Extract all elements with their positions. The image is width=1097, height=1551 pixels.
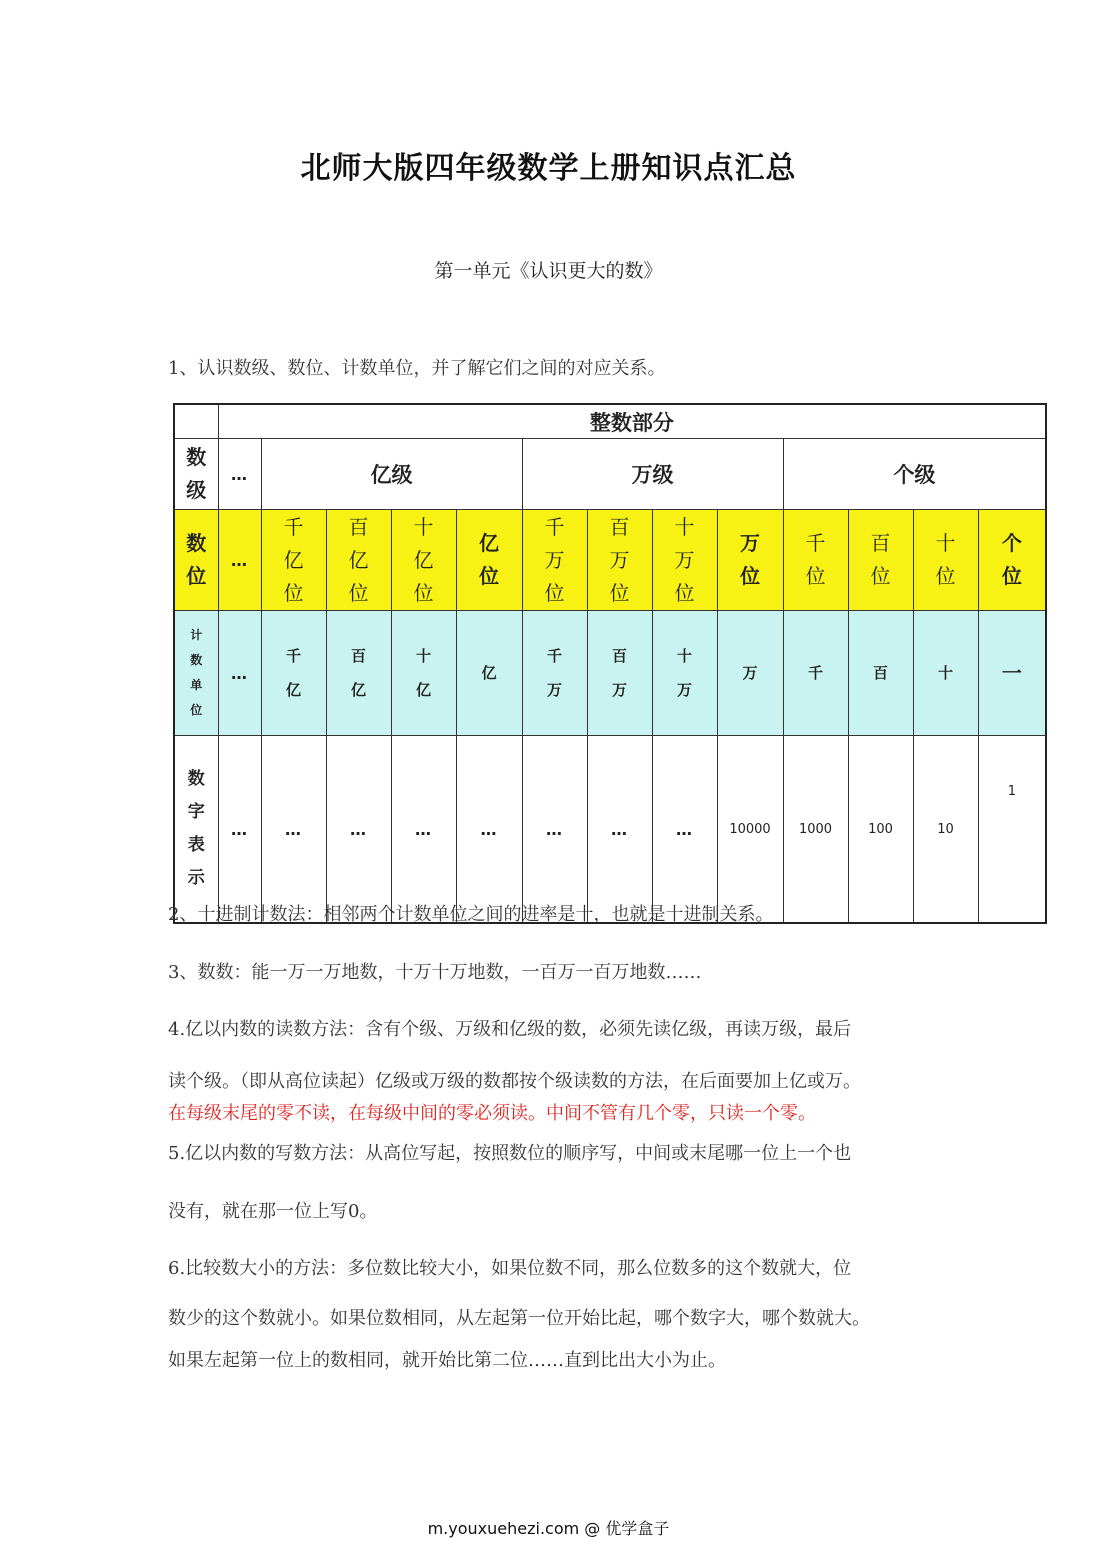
paragraph-3: 3、数数：能一万一万地数，十万十万地数，一百万一百万地数……	[168, 962, 702, 983]
place-cell: 千亿位	[261, 510, 326, 611]
paragraph-5-line-1: 5.亿以内数的写数方法：从高位写起，按照数位的顺序写，中间或末尾哪一位上一个也	[168, 1143, 852, 1164]
place-cell: …	[218, 510, 261, 611]
digit-row	[174, 736, 1046, 924]
digit-cell: …	[652, 736, 717, 924]
place-cell: 亿位	[456, 510, 522, 611]
digit-cell: 100	[848, 736, 913, 924]
level-cell: …	[218, 439, 261, 510]
digit-cell: …	[456, 736, 522, 924]
page-title: 北师大版四年级数学上册知识点汇总	[300, 151, 797, 186]
unit-cell: 百亿	[326, 611, 391, 736]
paragraph-6-line-2: 数少的这个数就小。如果位数相同，从左起第一位开始比起，哪个数字大，哪个数就大。	[168, 1308, 870, 1329]
place-cell: 百位	[848, 510, 913, 611]
paragraph-6-line-3: 如果左起第一位上的数相同，就开始比第二位……直到比出大小为止。	[168, 1350, 726, 1371]
place-cell: 个位	[978, 510, 1046, 611]
row-label-level: 数级	[174, 439, 218, 510]
unit-cell: 千	[783, 611, 848, 736]
header-row	[174, 404, 1046, 439]
unit-cell: 千亿	[261, 611, 326, 736]
paragraph-4-line-3-highlight: 在每级末尾的零不读，在每级中间的零必须读。中间不管有几个零，只读一个零。	[168, 1103, 816, 1124]
digit-cell: …	[326, 736, 391, 924]
unit-cell: 亿	[456, 611, 522, 736]
digit-cell: …	[587, 736, 652, 924]
place-cell: 万位	[717, 510, 783, 611]
footer-watermark: m.youxuehezi.com @ 优学盒子	[427, 1519, 670, 1538]
integer-part-header: 整数部分	[218, 404, 1046, 439]
paragraph-4-line-1: 4.亿以内数的读数方法：含有个级、万级和亿级的数，必须先读亿级，再读万级，最后	[168, 1019, 852, 1040]
unit-row	[174, 611, 1046, 736]
level-cell: 亿级	[261, 439, 522, 510]
unit-cell: 万	[717, 611, 783, 736]
unit-subtitle: 第一单元《认识更大的数》	[434, 260, 663, 282]
digit-cell: 10	[913, 736, 978, 924]
paragraph-1: 1、认识数级、数位、计数单位，并了解它们之间的对应关系。	[168, 358, 666, 379]
place-cell: 百万位	[587, 510, 652, 611]
unit-cell: 百	[848, 611, 913, 736]
place-cell: 十位	[913, 510, 978, 611]
digit-cell: …	[218, 736, 261, 924]
row-label-unit: 计数单位	[174, 611, 218, 736]
paragraph-6-line-1: 6.比较数大小的方法：多位数比较大小，如果位数不同，那么位数多的这个数就大，位	[168, 1258, 852, 1279]
digit-cell: 1000	[783, 736, 848, 924]
place-cell: 千位	[783, 510, 848, 611]
digit-cell: …	[261, 736, 326, 924]
paragraph-2: 2、十进制计数法：相邻两个计数单位之间的进率是十，也就是十进制关系。	[168, 904, 774, 925]
digit-cell: 1	[978, 736, 1046, 924]
corner-cell	[174, 404, 218, 439]
unit-cell: 千万	[522, 611, 587, 736]
paragraph-4-line-2: 读个级。（即从高位读起）亿级或万级的数都按个级读数的方法，在后面要加上亿或万。	[168, 1071, 861, 1092]
unit-cell: 十	[913, 611, 978, 736]
unit-cell: 十亿	[391, 611, 456, 736]
place-cell: 百亿位	[326, 510, 391, 611]
digit-cell: …	[391, 736, 456, 924]
level-row	[174, 439, 1046, 510]
level-cell: 个级	[783, 439, 1046, 510]
unit-cell: 一	[978, 611, 1046, 736]
unit-cell: 十万	[652, 611, 717, 736]
digit-cell: …	[522, 736, 587, 924]
place-cell: 十亿位	[391, 510, 456, 611]
row-label-digit: 数字表示	[174, 736, 218, 924]
level-cell: 万级	[522, 439, 783, 510]
row-label-place: 数位	[174, 510, 218, 611]
unit-cell: 百万	[587, 611, 652, 736]
place-cell: 十万位	[652, 510, 717, 611]
digit-cell: 10000	[717, 736, 783, 924]
paragraph-5-line-2: 没有，就在那一位上写0。	[168, 1201, 378, 1222]
place-row	[174, 510, 1046, 611]
place-cell: 千万位	[522, 510, 587, 611]
place-value-table	[173, 403, 1047, 924]
unit-cell: …	[218, 611, 261, 736]
